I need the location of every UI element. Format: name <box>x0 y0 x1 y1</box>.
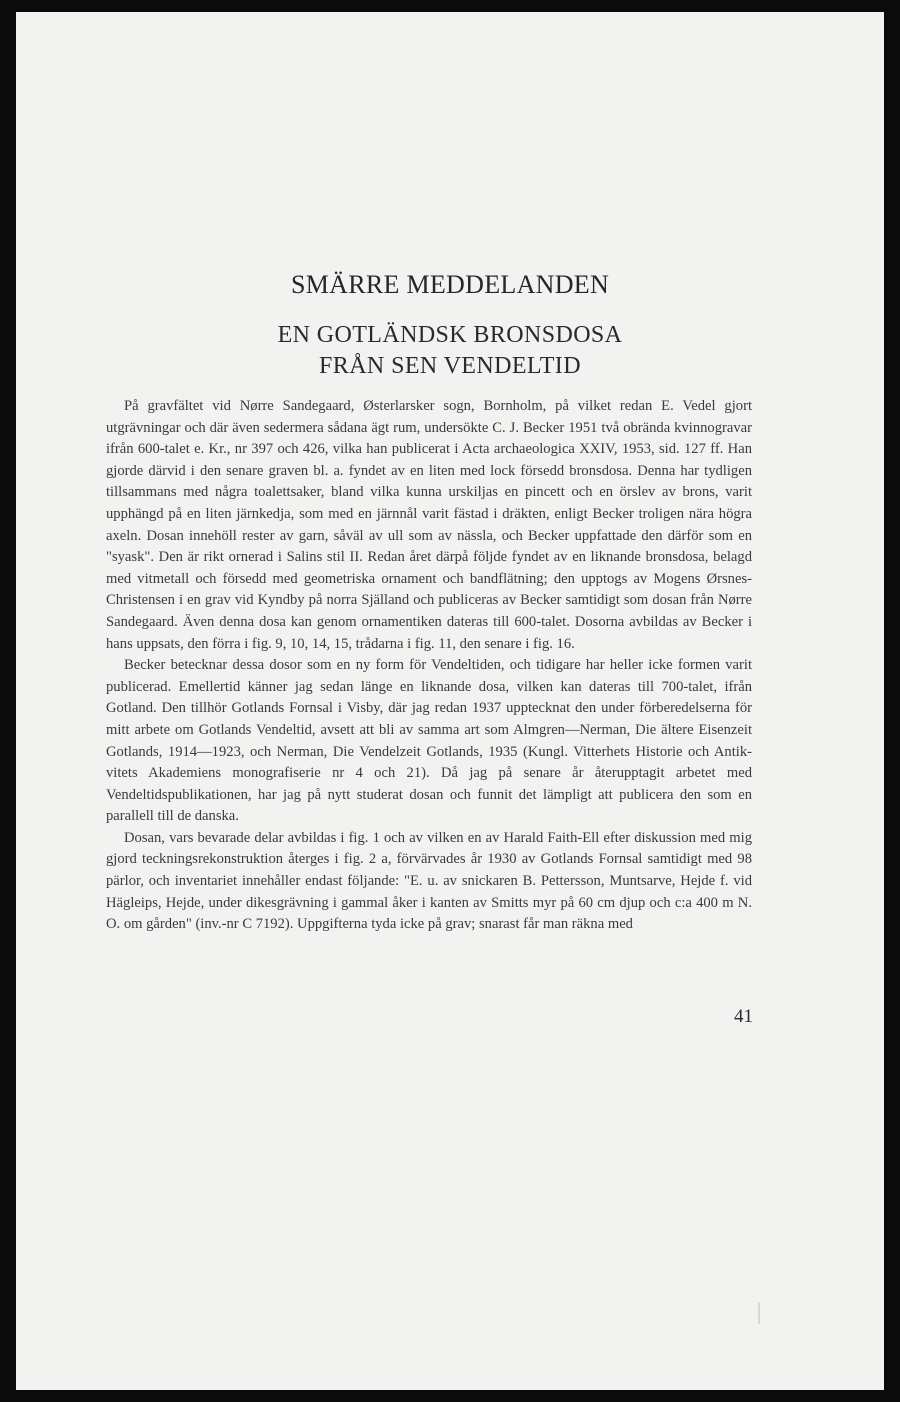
page-number: 41 <box>734 1006 753 1027</box>
article-title-line-1: EN GOTLÄNDSK BRONSDOSA <box>277 322 623 348</box>
article-title <box>16 320 884 382</box>
section-heading: SMÄRRE MEDDELANDEN <box>290 270 610 299</box>
scan-speck <box>758 1302 760 1324</box>
article-body <box>106 396 752 936</box>
paragraph: På gravfältet vid Nørre Sandegaard, Østerlarsker sogn, Bornholm, på vilket redan E. Vedel gjort utgrävningar och där även sedermera sådana ägt rum, undersökte C. J. Becker 1951 två obrända kvinnogravar ifrån 600-talet e. Kr., nr 397 och 426, vilka han publicerat i Acta archaeologica XXIV, 1953, sid. 127 ff. Han gjorde därvid i den senare graven bl. a. fyndet av en liten med lock försedd bronsdosa. Denna har tydligen tillsammans med några toalettsaker, bland vilka kunna urskiljas en pincett och en örslev av brons, varit upphängd på en liten järnkedja, som med en järnnål varit fästad i dräkten, enligt Becker troligen nära högra axeln. Dosan innehöll rester av garn, såväl av ull som av nässla, och Becker uppfattade den därför som en "syask". Den är rikt ornerad i Salins stil II. Redan året därpå följde fyndet av en liknande bronsdosa, belagd med vitmetall och försedd med geometriska ornament och bandflätning; den upptogs av Mogens Ørsnes-Christensen i en grav vid Kyndby på norra Själland och publiceras av Becker samtidigt som dosan från Nørre Sandegaard. Även denna dosa kan genom ornamentiken dateras till 600-talet. Dosorna avbildas av Becker i hans uppsats, den förra i fig. 9, 10, 14, 15, trådarna i fig. 11, den senare i fig. 16. <box>106 398 752 652</box>
article-title-line-2: FRÅN SEN VENDELTID <box>319 353 581 379</box>
paragraph: Dosan, vars bevarade delar avbildas i fig. 1 och av vilken en av Harald Faith-Ell efter diskussion med mig gjord teckningsrekonstruktion återges i fig. 2 a, förvärvades år 1930 av Gotlands Fornsal samtidigt med 98 pärlor, och inventariet innehåller endast följande: "E. u. av snickaren B. Pettersson, Muntsarve, Hejde f. vid Hägleips, Hejde, under dikesgrävning i gammal åker i kanten av Smitts myr på 60 cm djup och c:a 400 m N. O. om gården" (inv.-nr C 7192). Uppgifterna tyda icke på grav; snarast får man räkna med <box>106 829 752 933</box>
paragraph: Becker betecknar dessa dosor som en ny form för Vendeltiden, och tidigare har heller icke formen varit publicerad. Emellertid känner jag sedan länge en liknande dosa, vilken kan dateras till 700-talet, ifrån Gotland. Den tillhör Gotlands Fornsal i Visby, där jag redan 1937 upptecknat den under förberedelserna för mitt arbete om Gotlands Vendeltid, avsett att bli av samma art som Almgren—Nerman, Die ältere Eisenzeit Gotlands, 1914—1923, och Nerman, Die Vendelzeit Gotlands, 1935 (Kungl. Vitterhets Historie och Antikvitets Akademiens monografiserie nr 4 och 21). Då jag på senare år återupptagit arbetet med Vendeltidspublikationen, har jag på nytt studerat dosan och funnit det lämpligt att publicera den som en parallell till de danska. <box>106 657 752 825</box>
page-sheet <box>16 12 884 1390</box>
